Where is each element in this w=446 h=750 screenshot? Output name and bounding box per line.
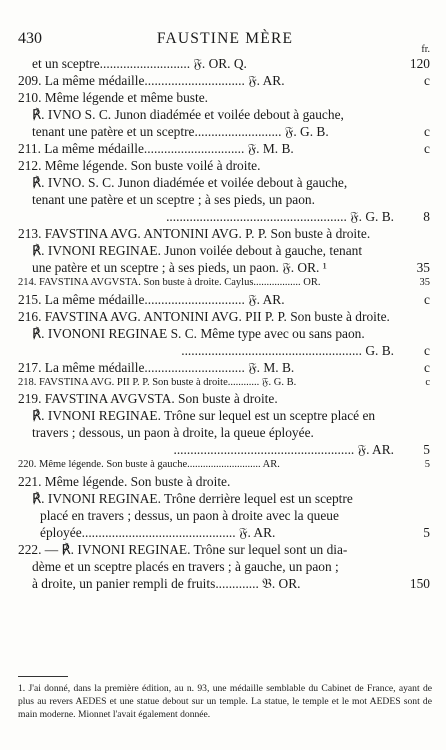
entry-text: ℟. IVNO S. C. Junon diadémée et voilée debout à gauche, [32,107,344,122]
entry-text: ...................................................... G. B. [181,342,394,358]
entry-text: 213. FAVSTINA AVG. ANTONINI AVG. P. P. Son buste à droite. [18,226,371,241]
entry-text: 216. FAVSTINA AVG. ANTONINI AVG. PII P. P. Son buste à droite. [18,308,390,324]
running-title: FAUSTINE MÈRE [156,30,294,47]
entry-text: 220. Même légende. Son buste à gauche............................ AR. [18,459,280,470]
entry-value: c [425,376,430,388]
entry-text: 218. FAVSTINA AVG. PII P. P. Son buste à droite............ 𝔉. G. B. [18,376,297,388]
entry-text: à droite, un panier rempli de fruits............. 𝔅. OR. [32,575,301,591]
catalogue-entries [18,55,432,592]
catalogue-line [18,441,432,458]
catalogue-line [18,507,432,524]
catalogue-line [18,55,432,72]
entry-text: ℟. IVNONI REGINAE. Trône sur lequel est un sceptre placé en [32,408,376,423]
entry-value: 5 [424,459,430,470]
entry-text: 219. FAVSTINA AVGVSTA. Son buste à droite. [18,391,278,406]
catalogue-line [18,291,432,308]
entry-text: dème et un sceptre placés en travers ; à gauche, un paon ; [32,558,339,574]
catalogue-line [18,157,432,174]
entry-text: et un sceptre........................... 𝔉. OR. Q. [32,56,247,71]
catalogue-line [18,325,432,342]
catalogue-line [18,308,432,325]
catalogue-line [18,242,432,259]
catalogue-line [18,458,432,473]
entry-text: 210. Même légende et même buste. [18,90,209,105]
catalogue-line [18,140,432,157]
entry-text: ℟. IVNO. S. C. Junon diadémée et voilée debout à gauche, [32,175,348,190]
value-column-heading: fr. [421,44,430,55]
footnote: 1. J'ai donné, dans la première édition, au n. 93, une médaille semblable du Cabinet de France, ayant de plus au revers AEDES et une statue debout sur un temple. La statue, le temple et le mot AEDES sont de main moderne. Mionnet l'avait également donnée. [18,683,432,720]
catalogue-line [18,524,432,541]
catalogue-line [18,276,432,291]
catalogue-line [18,558,432,575]
entry-value: c [424,73,430,88]
entry-value: 150 [409,575,430,591]
entry-text: ℟. IVNONI REGINAE. Trône derrière lequel est un sceptre [32,490,353,506]
entry-text: 211. La même médaille.............................. 𝔉. M. B. [18,141,294,156]
catalogue-line [18,208,432,225]
entry-text: éployée.............................................. 𝔉. AR. [40,524,276,540]
entry-value: 5 [423,524,430,540]
entry-value: c [424,291,430,307]
catalogue-line [18,342,432,359]
catalogue-line [18,191,432,208]
entry-value: c [424,124,430,139]
page-header [18,30,432,55]
footnote-rule [18,676,68,677]
entry-value: 35 [419,277,430,288]
catalogue-line [18,390,432,407]
entry-text: travers ; dessous, un paon à droite, la queue éployée. [32,425,314,440]
catalogue-line [18,72,432,89]
catalogue-line [18,424,432,441]
catalogue-line [18,407,432,424]
catalogue-line [18,490,432,507]
entry-text: 222. — ℟. IVNONI REGINAE. Trône sur lequel sont un dia- [18,541,348,557]
entry-text: 217. La même médaille.............................. 𝔉. M. B. [18,359,295,375]
entry-value: c [424,359,430,375]
entry-value: 8 [423,209,430,224]
entry-text: placé en travers ; dessus, un paon à droite avec la queue [40,507,339,523]
catalogue-line [18,259,432,276]
catalogue-line [18,89,432,106]
entry-text: tenant une patère et un sceptre ; à ses pieds, un paon. [32,192,315,207]
catalogue-line [18,473,432,490]
entry-value: c [424,141,430,156]
entry-text: ...................................................... 𝔉. G. B. [166,209,394,224]
entry-value: 5 [423,442,430,457]
catalogue-line [18,123,432,140]
entry-text: ℟. IVNONI REGINAE. Junon voilée debout à gauche, tenant [32,243,363,258]
entry-value: 120 [409,56,430,71]
catalogue-line [18,541,432,558]
entry-value: 35 [416,260,430,275]
catalogue-line [18,575,432,592]
catalogue-line [18,225,432,242]
catalogue-line [18,106,432,123]
catalogue-line [18,174,432,191]
entry-text: tenant une patère et un sceptre.......................... 𝔉. G. B. [32,124,329,139]
entry-text: une patère et un sceptre ; à ses pieds, un paon. 𝔉. OR. ¹ [32,260,327,275]
entry-text: 209. La même médaille.............................. 𝔉. AR. [18,73,285,88]
entry-text: 221. Même légende. Son buste à droite. [18,473,231,489]
catalogue-line [18,376,432,391]
entry-text: ℟. IVONONI REGINAE S. C. Même type avec ou sans paon. [32,325,365,341]
entry-text: ...................................................... 𝔉. AR. [173,442,394,457]
page-number: 430 [18,30,42,47]
entry-text: 215. La même médaille.............................. 𝔉. AR. [18,291,285,307]
catalogue-line [18,359,432,376]
entry-text: 214. FAVSTINA AVGVSTA. Son buste à droite. Caylus.................. OR. [18,277,321,288]
entry-text: 212. Même légende. Son buste voilé à droite. [18,158,261,173]
entry-value: c [424,342,430,358]
